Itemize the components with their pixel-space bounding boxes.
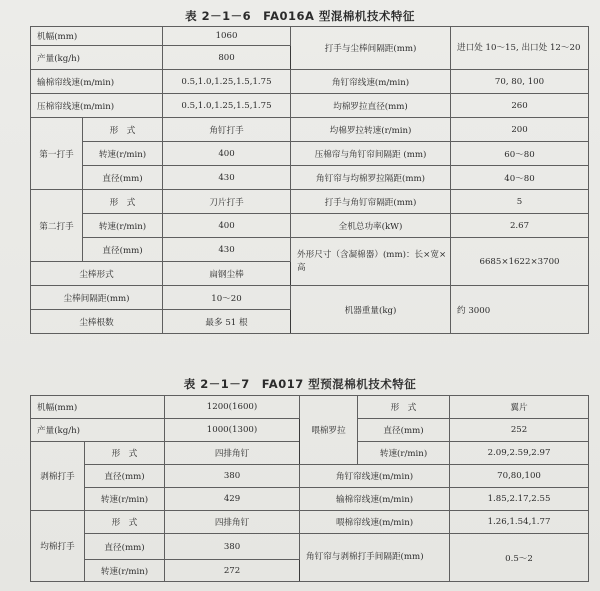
fa016a-spec-table (30, 26, 589, 334)
row-label: 角钉帘与剥棉打手间隔距(mm) (300, 534, 450, 582)
sub-label: 直径(mm) (358, 419, 450, 442)
row-value: 380 (165, 534, 300, 560)
row-value: 扁钢尘棒 (163, 262, 291, 286)
table1-caption: 表 2－1－6 FA016A 型混棉机技术特征 (185, 9, 415, 23)
sub-label: 形 式 (85, 511, 165, 534)
sub-label: 直径(mm) (85, 465, 165, 488)
row-value: 429 (165, 488, 300, 511)
sub-label: 转速(r/min) (358, 442, 450, 465)
row-value: 252 (450, 419, 589, 442)
row-value: 0.5,1.0,1.25,1.5,1.75 (163, 70, 291, 94)
sub-label: 形 式 (358, 396, 450, 419)
table-row (31, 190, 589, 214)
group-label: 剥棉打手 (31, 442, 85, 511)
table-row (31, 488, 589, 511)
row-value: 380 (165, 465, 300, 488)
row-value: 1.85,2.17,2.55 (450, 488, 589, 511)
table-row (31, 94, 589, 118)
table-row (31, 27, 589, 46)
table-row (31, 166, 589, 190)
row-value: 70,80,100 (450, 465, 589, 488)
group-label: 第一打手 (31, 118, 83, 190)
row-value: 翼片 (450, 396, 589, 419)
row-label: 均棉罗拉直径(mm) (291, 94, 451, 118)
row-value: 400 (163, 214, 291, 238)
row-label: 输棉帘线速(m/min) (300, 488, 450, 511)
sub-label: 直径(mm) (83, 166, 163, 190)
table-row (31, 70, 589, 94)
sub-label: 直径(mm) (83, 238, 163, 262)
row-value: 5 (451, 190, 589, 214)
row-value: 刀片打手 (163, 190, 291, 214)
row-value: 40～80 (451, 166, 589, 190)
sub-label: 形 式 (83, 118, 163, 142)
group-label: 均棉打手 (31, 511, 85, 582)
row-label: 外形尺寸（含凝棉器）(mm)：长×宽×高 (291, 238, 451, 286)
sub-label: 形 式 (85, 442, 165, 465)
row-value: 0.5～2 (450, 534, 589, 582)
row-value: 430 (163, 238, 291, 262)
row-label: 尘棒间隔距(mm) (31, 286, 163, 310)
row-label: 机幅(mm) (31, 27, 163, 46)
row-value: 进口处 10～15, 出口处 12～20 (451, 27, 589, 70)
table-row (31, 511, 589, 534)
row-value: 1000(1300) (165, 419, 300, 442)
row-label: 均棉罗拉转速(r/min) (291, 118, 451, 142)
group-label: 喂棉罗拉 (300, 396, 358, 465)
sub-label: 转速(r/min) (83, 214, 163, 238)
table-row (31, 396, 589, 419)
table-row (31, 286, 589, 310)
row-value: 2.67 (451, 214, 589, 238)
row-label: 喂棉帘线速(m/min) (300, 511, 450, 534)
sub-label: 形 式 (83, 190, 163, 214)
row-value: 200 (451, 118, 589, 142)
row-value: 约 3000 (451, 286, 589, 334)
row-label: 输棉帘线速(m/min) (31, 70, 163, 94)
table-row (31, 118, 589, 142)
row-label: 打手与尘棒间隔距(mm) (291, 27, 451, 70)
row-label: 产量(kg/h) (31, 419, 165, 442)
row-label: 尘棒根数 (31, 310, 163, 334)
row-value: 430 (163, 166, 291, 190)
row-value: 70, 80, 100 (451, 70, 589, 94)
row-value: 四排角钉 (165, 442, 300, 465)
row-value: 272 (165, 560, 300, 582)
table-row (31, 214, 589, 238)
table-row (31, 465, 589, 488)
row-value: 1060 (163, 27, 291, 46)
row-label: 角钉帘线速(m/min) (291, 70, 451, 94)
row-value: 最多 51 根 (163, 310, 291, 334)
sub-label: 转速(r/min) (85, 488, 165, 511)
row-label: 尘棒形式 (31, 262, 163, 286)
row-label: 产量(kg/h) (31, 46, 163, 70)
sub-label: 转速(r/min) (85, 560, 165, 582)
row-value: 1.26,1.54,1.77 (450, 511, 589, 534)
row-value: 角钉打手 (163, 118, 291, 142)
row-value: 10～20 (163, 286, 291, 310)
row-value: 260 (451, 94, 589, 118)
row-value: 60～80 (451, 142, 589, 166)
row-value: 800 (163, 46, 291, 70)
row-label: 角钉帘与均棉罗拉隔距(mm) (291, 166, 451, 190)
table2-caption: 表 2－1－7 FA017 型预混棉机技术特征 (183, 377, 417, 391)
row-label: 机器重量(kg) (291, 286, 451, 334)
row-value: 四排角钉 (165, 511, 300, 534)
table-row (31, 534, 589, 560)
row-value: 400 (163, 142, 291, 166)
row-label: 打手与角钉帘隔距(mm) (291, 190, 451, 214)
row-value: 6685×1622×3700 (451, 238, 589, 286)
row-label: 全机总功率(kW) (291, 214, 451, 238)
group-label: 第二打手 (31, 190, 83, 262)
sub-label: 直径(mm) (85, 534, 165, 560)
sub-label: 转速(r/min) (83, 142, 163, 166)
table-row (31, 238, 589, 262)
row-label: 压棉帘线速(m/min) (31, 94, 163, 118)
row-label: 压棉帘与角钉帘间隔距 (mm) (291, 142, 451, 166)
row-label: 角钉帘线速(m/min) (300, 465, 450, 488)
row-value: 1200(1600) (165, 396, 300, 419)
table-row (31, 142, 589, 166)
row-label: 机幅(mm) (31, 396, 165, 419)
fa017-spec-table (30, 395, 589, 582)
row-value: 2.09,2.59,2.97 (450, 442, 589, 465)
row-value: 0.5,1.0,1.25,1.5,1.75 (163, 94, 291, 118)
